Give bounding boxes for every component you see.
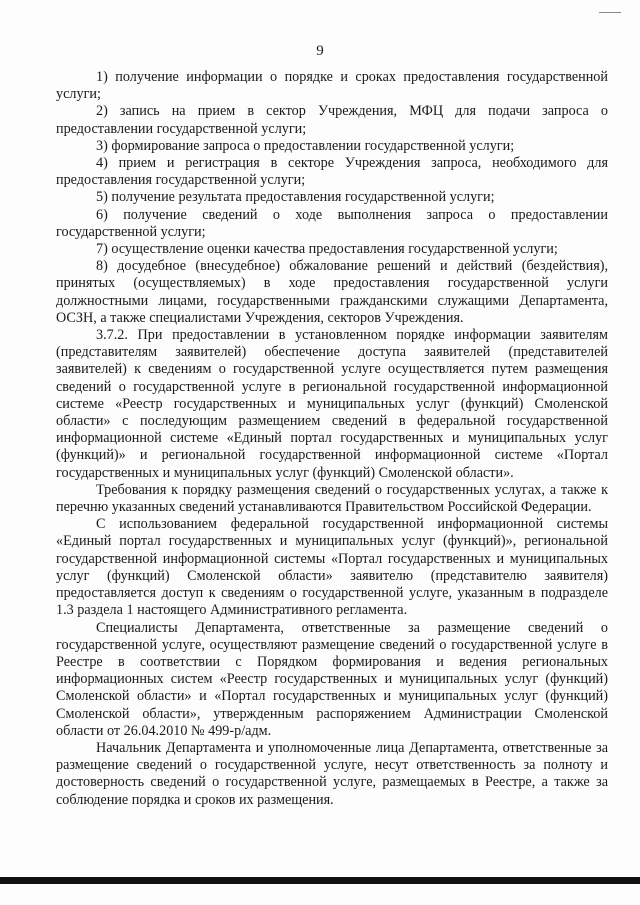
page-number: 9: [316, 43, 324, 59]
list-item-6: 6) получение сведений о ходе выполнения запроса о предоставлении государственной услуги;: [56, 206, 608, 240]
paragraph-responsibility: Начальник Департамента и уполномоченные лица Департамента, ответственные за размещение сведений о государственной услуге, несут ответственность за полноту и достоверность сведений о государственной услуге, размещаемых в Реестре, а также за соблюдение порядка и сроков их размещения.: [56, 739, 608, 808]
list-item-3: 3) формирование запроса о предоставлении государственной услуги;: [96, 137, 515, 154]
list-item-7: 7) осуществление оценки качества предоставления государственной услуги;: [96, 241, 558, 258]
scan-bottom-border: [0, 877, 640, 884]
paragraph-specialists: Специалисты Департамента, ответственные за размещение сведений о государственной услуге, осуществляют размещение сведений о государственной услуге в Реестре в соответствии с Порядком формирования и ведения региональных информационных систем «Реестр государственных и муниципальных услуг (функций) Смоленской области» и «Портал государственных и муниципальных услуг (функций) Смоленской области», утвержденным распоряжением Администрации Смоленской области от 26.04.2010 № 499-р/адм.: [56, 619, 608, 739]
list-item-2: 2) запись на прием в сектор Учреждения, МФЦ для подачи запроса о предоставлении государственной услуги;: [56, 103, 608, 137]
paragraph-portal-access: С использованием федеральной государственной информационной системы «Единый портал государственных и муниципальных услуг (функций)», региональной государственной информационной системы «Портал государственных и муниципальных услуг (функций) Смоленской области» заявителю (представителю заявителя) предоставляется доступ к сведениям о государственной услуге, указанным в подразделе 1.3 раздела 1 настоящего Административного регламента.: [56, 516, 608, 619]
list-item-4: 4) прием и регистрация в секторе Учреждения запроса, необходимого для предоставления государственной услуги;: [56, 155, 608, 189]
scan-mark: [599, 12, 621, 13]
document-body: [56, 69, 608, 809]
paragraph-3-7-2: 3.7.2. При предоставлении в установленном порядке информации заявителям (представителям заявителей) обеспечение доступа заявителей (представителей заявителей) к сведениям о государственной услуге осуществляется путем размещения сведений о государственной услуге в региональной государственной информационной системе «Реестр государственных и муниципальных услуг (функций) Смоленской области» с последующим размещением сведений в федеральной государственной информационной системе «Единый портал государственных и муниципальных услуг (функций)» и региональной государственной информационной системе «Портал государственных и муниципальных услуг (функций) Смоленской области».: [56, 327, 608, 481]
paragraph-requirements: Требования к порядку размещения сведений о государственных услугах, а также к перечню указанных сведений устанавливаются Правительством Российской Федерации.: [56, 481, 608, 516]
list-item-1: 1) получение информации о порядке и сроках предоставления государственной услуги;: [56, 69, 608, 103]
list-item-5: 5) получение результата предоставления государственной услуги;: [96, 189, 495, 206]
list-item-8: 8) досудебное (внесудебное) обжалование решений и действий (бездействия), принятых (осуществляемых) в ходе предоставления государственной услуги должностными лицами, государственными гражданскими служащими Департамента, ОСЗН, а также специалистами Учреждения, секторов Учреждения.: [56, 258, 608, 326]
